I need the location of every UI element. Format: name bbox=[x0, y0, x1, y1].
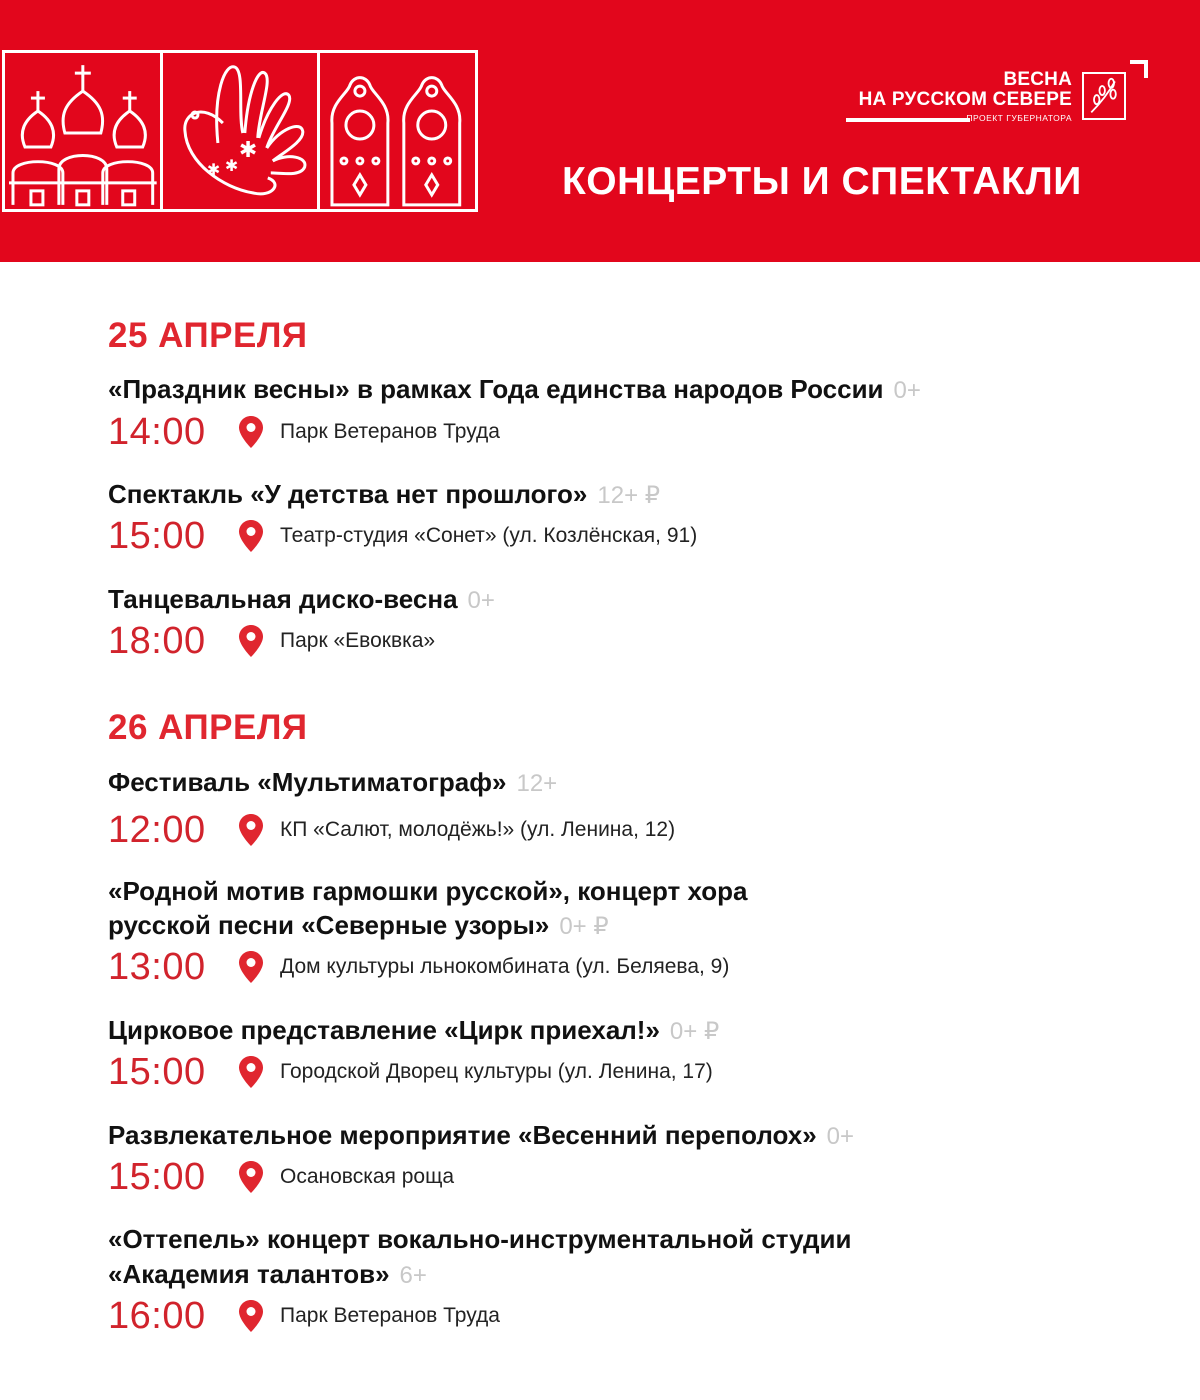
age-badge: 0+ bbox=[893, 377, 921, 404]
svg-text:✱: ✱ bbox=[238, 136, 257, 162]
event-time: 14:00 bbox=[108, 410, 206, 453]
event-time: 16:00 bbox=[108, 1294, 206, 1337]
event-time: 13:00 bbox=[108, 945, 206, 988]
event-place: Театр-студия «Сонет» (ул. Козлёнская, 91) bbox=[280, 524, 698, 547]
event-details bbox=[108, 945, 729, 989]
folk-ornament-frame bbox=[2, 50, 478, 212]
location-pin-icon bbox=[238, 1161, 264, 1193]
location-pin-icon bbox=[238, 1300, 264, 1332]
event-details bbox=[108, 514, 697, 558]
age-badge: 0+ bbox=[467, 587, 495, 614]
event-time: 15:00 bbox=[108, 514, 206, 557]
event-details bbox=[108, 1155, 454, 1199]
brand-name bbox=[859, 70, 1072, 110]
cathedral-domes-icon bbox=[5, 53, 163, 209]
event-details bbox=[108, 1294, 500, 1338]
age-badge: 12+ bbox=[516, 770, 558, 797]
brand-subtitle: ПРОЕКТ ГУБЕРНАТОРА bbox=[966, 113, 1072, 123]
location-pin-icon bbox=[238, 951, 264, 983]
event-title-line1: «Оттепель» концерт вокально-инструментальной студии bbox=[108, 1224, 852, 1254]
brand-logo-block bbox=[840, 56, 1160, 136]
event-place: Осановская роща bbox=[280, 1165, 455, 1188]
brand-underline bbox=[846, 118, 970, 122]
day-heading: 26 АПРЕЛЯ bbox=[108, 708, 308, 747]
event-place: Парк «Евоквка» bbox=[280, 629, 436, 652]
age-badge: 6+ bbox=[399, 1262, 427, 1289]
event-title: Спектакль «У детства нет прошлого» 12+ ₽ bbox=[108, 479, 661, 509]
event-title: русской песни «Северные узоры» 0+ ₽ bbox=[108, 910, 609, 940]
age-badge: 12+ ₽ bbox=[597, 482, 661, 509]
event-details bbox=[108, 619, 435, 663]
event-details bbox=[108, 808, 675, 852]
event-place: Парк Ветеранов Труда bbox=[280, 1304, 500, 1327]
header-banner bbox=[0, 0, 1200, 262]
willow-branch-icon bbox=[1082, 72, 1126, 120]
event-time: 12:00 bbox=[108, 808, 206, 851]
age-badge: 0+ bbox=[826, 1123, 855, 1150]
location-pin-icon bbox=[238, 416, 264, 448]
location-pin-icon bbox=[238, 520, 264, 552]
event-title: Фестиваль «Мультиматограф» 12+ bbox=[108, 767, 558, 797]
event-title: Цирковое представление «Цирк приехал!» 0+ ₽ bbox=[108, 1015, 720, 1045]
location-pin-icon bbox=[238, 625, 264, 657]
page-title: КОНЦЕРТЫ И СПЕКТАКЛИ bbox=[562, 160, 1082, 203]
corner-arrow-icon bbox=[1130, 60, 1148, 78]
event-time: 15:00 bbox=[108, 1155, 206, 1198]
day-heading: 25 АПРЕЛЯ bbox=[108, 316, 308, 355]
event-place: КП «Салют, молодёжь!» (ул. Ленина, 12) bbox=[280, 818, 676, 841]
carved-window-icon bbox=[320, 53, 475, 209]
event-title: Развлекательное мероприятие «Весенний переполох» 0+ bbox=[108, 1120, 855, 1150]
event-place: Городской Дворец культуры (ул. Ленина, 17) bbox=[280, 1060, 713, 1083]
event-place: Дом культуры льнокомбината (ул. Беляева, 9) bbox=[280, 955, 730, 978]
brand-line-2: НА РУССКОМ СЕВЕРЕ bbox=[858, 89, 1072, 110]
event-details bbox=[108, 1050, 713, 1094]
svg-text:✱: ✱ bbox=[206, 161, 220, 179]
event-time: 15:00 bbox=[108, 1050, 206, 1093]
event-place: Парк Ветеранов Труда bbox=[280, 420, 500, 443]
event-details bbox=[108, 410, 500, 454]
event-title: «Праздник весны» в рамках Года единства народов России 0+ bbox=[108, 374, 921, 404]
event-time: 18:00 bbox=[108, 619, 206, 662]
folk-bird-icon bbox=[163, 53, 321, 209]
location-pin-icon bbox=[238, 814, 264, 846]
event-title-line1: «Родной мотив гармошки русской», концерт хора bbox=[108, 876, 748, 906]
age-badge: 0+ ₽ bbox=[559, 913, 609, 940]
event-title: Танцевальная диско-весна 0+ bbox=[108, 584, 495, 614]
age-badge: 0+ ₽ bbox=[669, 1018, 720, 1045]
brand-line-1: ВЕСНА bbox=[1003, 69, 1072, 90]
svg-text:✱: ✱ bbox=[224, 157, 238, 175]
location-pin-icon bbox=[238, 1056, 264, 1088]
event-title: «Академия талантов» 6+ bbox=[108, 1259, 427, 1289]
